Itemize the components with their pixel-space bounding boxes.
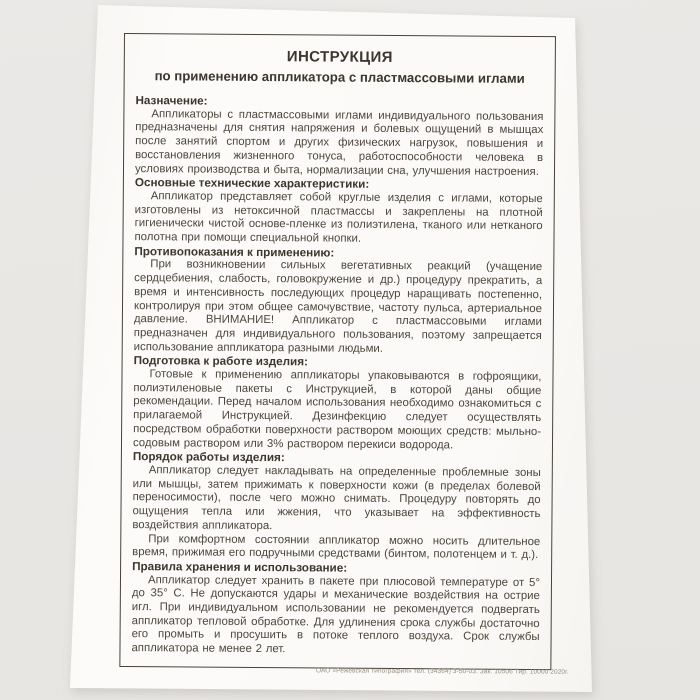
paragraph: Готовые к применению аппликаторы упаковываются в гофроящики, полиэтиленовые пакеты с Инструкцией, в которой даны общие рекомендации. Перед началом использования необходимо ознакомиться с прилагаемой Инструкцией. Дезинфекцию следует осуществлять посредством обработки поверхности раствором моющих средств: мыльно-содовым раствором или 3% раствором перекиси водорода. [132, 368, 542, 452]
section-heading: Противопоказания к применению: [134, 244, 335, 260]
paragraph: Аппликатор следует хранить в пакете при плюсовой температуре от 5° до 35° С. Не допускаются удары и механические воздействия на острие игл. При индивидуальном использовании не рекомендуется подвергать аппликатор тепловой обработке. Для удлинения срока службы достаточно его промыть и просушить в потоке теплого воздуха. Срок службы аппликатора не менее 2 лет. [131, 573, 541, 656]
section-heading: Подготовка к работе изделия: [133, 354, 309, 369]
paragraph: При комфортном состоянии аппликатор можно носить длительное время, прижимая его подручными средствами (бинтом, полотенцем и т. д.). [132, 532, 541, 562]
section-protivopokazaniya [134, 245, 543, 358]
section-naznachenie [135, 94, 544, 179]
paragraph: Аппликатор представляет собой круглые изделия с иглами, которые изготовлены из нетоксичной пластмассы и закреплены на плотной гигиенически чистой основе-пленке из полиэтилена, тканого или нетканого полотна при помощи специальной кнопки. [134, 190, 543, 245]
section-heading: Правила хранения и использование: [132, 559, 348, 575]
paragraph: При возникновении сильных вегетативных реакций (учащение сердцебиения, слабость, головокружение и др.) процедуру прекратить, а время и интенсивность последующих процедур наращивать постепенно, контролируя при этом общее самочувствие, частоту пульса, артериальное давление. ВНИМАНИЕ! Аппликатор с пластмассовыми иглами предназначен для индивидуального пользования, поэтому запрещается использование аппликатора разными людьми. [133, 258, 543, 355]
section-podgotovka [133, 354, 542, 453]
page-subtitle: по применению аппликатора с пластмассовыми иглами [154, 68, 525, 86]
printer-imprint: ОАО «Режевская типография» тел. (34364) 3-50-03. Зак. 10506 Тир. 10000 2020г. [316, 667, 570, 676]
section-heading: Назначение: [135, 94, 208, 108]
paragraph: Аппликаторы с пластмассовыми иглами индивидуального пользования предназначены для снятия напряжения и болевых ощущений в мышцах после занятий спортом и других физических нагрузок, повышения и восстановления жизненного тонуса, работоспособности человека в условиях производства и быта, нормализации сна, улучшения настроения. [134, 107, 544, 178]
section-poryadok-raboty [132, 450, 541, 563]
instruction-frame [119, 33, 556, 670]
section-heading: Порядок работы изделия: [132, 450, 285, 465]
paragraph: Аппликатор следует накладывать на определенные проблемные зоны или мышцы, затем прижимать к поверхности кожи (в пределах болевой переносимости), после чего можно снимать. Процедуру повторять до ощущения тепла или жжения, что указывает на эффективность воздействия аппликатора. [132, 464, 541, 532]
section-tech-harakteristiki [134, 176, 542, 248]
section-pravila-hraneniya [131, 560, 540, 659]
page-title: ИНСТРУКЦИЯ [286, 48, 393, 66]
section-heading: Основные технические характеристики: [134, 176, 370, 192]
